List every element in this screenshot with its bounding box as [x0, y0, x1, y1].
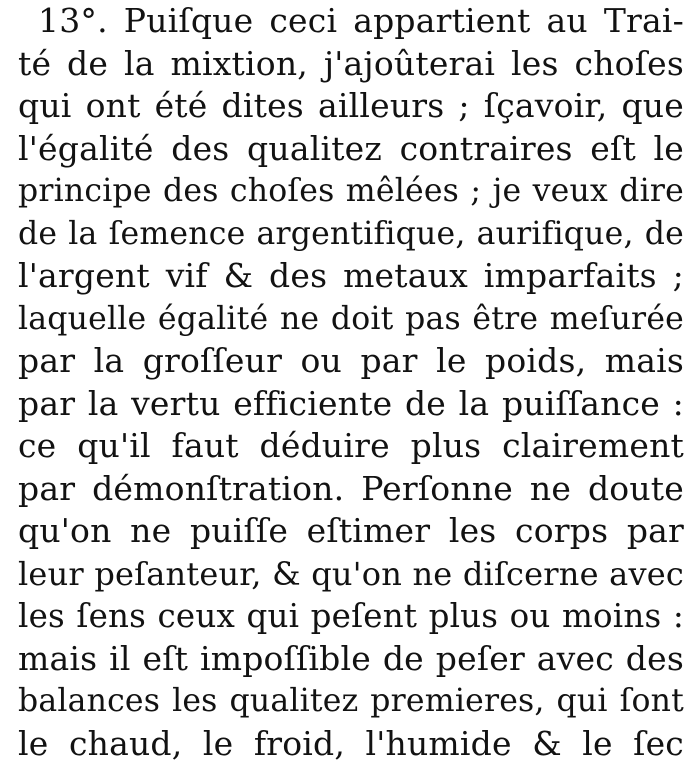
text-line: ce qu'il faut déduire plus clairement	[18, 426, 684, 465]
text-line: qui ont été dites ailleurs ; ſçavoir, que	[18, 86, 684, 125]
text-line: té de la mixtion, j'ajoûterai les choſes	[18, 43, 684, 83]
text-line: les ſens ceux qui peſent plus ou moins :	[18, 597, 684, 635]
text-line: 13°. Puiſque ceci appartient au Trai-	[38, 1, 684, 40]
text-line: leur peſanteur, & qu'on ne diſcerne avec	[18, 554, 684, 593]
text-line: de la ſemence argentifique, aurifique, de	[18, 215, 684, 252]
text-line: par la vertu efficiente de la puiſſance :	[18, 383, 684, 423]
text-line: laquelle égalité ne doit pas être meſurée	[18, 300, 684, 337]
text-line: l'argent vif & des metaux imparfaits ;	[18, 256, 684, 295]
text-line: par la groſſeur ou par le poids, mais	[18, 341, 684, 380]
body-text	[18, 0, 684, 763]
text-line: principe des choſes mêlées ; je veux dire	[18, 173, 684, 209]
text-line: l'égalité des qualitez contraires eſt le	[18, 128, 684, 168]
text-line: par démonſtration. Perſonne ne doute	[18, 468, 684, 508]
text-line: balances les qualitez premieres, qui ſont	[18, 683, 684, 719]
text-line: mais il eſt impoſſible de peſer avec des	[18, 638, 684, 678]
text-line: qu'on ne puiſſe eſtimer les corps par	[18, 511, 684, 550]
text-line: le chaud, le froid, l'humide & le ſec	[18, 723, 684, 763]
